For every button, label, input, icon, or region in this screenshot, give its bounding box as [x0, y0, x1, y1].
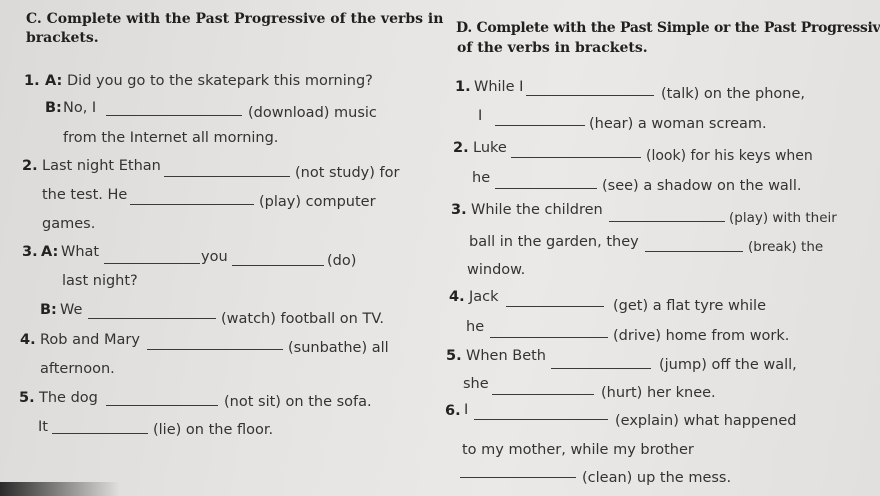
answer-blank[interactable] [490, 337, 608, 338]
answer-blank[interactable] [104, 263, 200, 264]
verb-hint: (look) for his keys when [646, 148, 813, 164]
exercise-text: The dog [39, 390, 98, 406]
verb-hint: (play) computer [259, 194, 376, 210]
verb-hint: (talk) on the phone, [661, 86, 805, 102]
exercise-text: the test. He [42, 187, 128, 203]
verb-hint: (explain) what happened [615, 413, 797, 429]
page-edge-shadow [0, 482, 120, 496]
verb-hint: (drive) home from work. [613, 328, 790, 344]
answer-blank[interactable] [645, 251, 743, 252]
answer-blank[interactable] [492, 394, 594, 395]
item-number-3: 3. [451, 202, 467, 218]
speaker-a-label: A: [45, 73, 63, 89]
section-d-heading-line2: of the verbs in brackets. [457, 40, 648, 56]
verb-hint: (hear) a woman scream. [589, 116, 767, 132]
exercise-text: We [60, 302, 83, 318]
item-number-4: 4. [20, 332, 36, 348]
answer-blank[interactable] [232, 265, 324, 266]
verb-hint: (not study) for [295, 165, 400, 181]
item-number-1: 1. [24, 73, 40, 89]
exercise-text: Last night Ethan [42, 158, 161, 174]
exercise-text: It [38, 419, 48, 435]
exercise-text: window. [467, 262, 526, 278]
verb-hint: (not sit) on the sofa. [224, 394, 372, 410]
verb-hint: (jump) off the wall, [659, 357, 797, 373]
item-number-4: 4. [449, 289, 465, 305]
verb-hint: (watch) football on TV. [221, 311, 384, 327]
answer-blank[interactable] [164, 176, 290, 177]
item-number-2: 2. [22, 158, 38, 174]
exercise-text: to my mother, while my brother [462, 442, 694, 458]
exercise-text: When Beth [466, 348, 546, 364]
exercise-text: afternoon. [40, 361, 115, 377]
exercise-text: While the children [471, 202, 603, 218]
item-number-5: 5. [446, 348, 462, 364]
exercise-text: I [464, 402, 469, 418]
exercise-text: Did you go to the skatepark this morning? [67, 73, 373, 89]
exercise-text: ball in the garden, they [469, 234, 639, 250]
item-number-1: 1. [455, 79, 471, 95]
exercise-text: Rob and Mary [40, 332, 140, 348]
answer-blank[interactable] [147, 349, 283, 350]
verb-hint: (clean) up the mess. [582, 470, 732, 486]
verb-hint: (break) the [748, 239, 824, 255]
answer-blank[interactable] [106, 115, 242, 116]
answer-blank[interactable] [511, 157, 641, 158]
answer-blank[interactable] [130, 204, 254, 205]
exercise-text: I [478, 108, 483, 124]
answer-blank[interactable] [526, 95, 654, 96]
exercise-text: No, I [63, 100, 97, 116]
answer-blank[interactable] [495, 188, 597, 189]
item-number-6: 6. [445, 403, 461, 419]
item-number-2: 2. [453, 140, 469, 156]
answer-blank[interactable] [88, 318, 216, 319]
exercise-text: from the Internet all morning. [63, 130, 279, 146]
speaker-b-label: B: [40, 302, 57, 318]
answer-blank[interactable] [52, 433, 148, 434]
verb-hint: (lie) on the floor. [153, 422, 274, 438]
exercise-text: What [61, 244, 100, 260]
answer-blank[interactable] [506, 306, 604, 307]
item-number-3: 3. [22, 244, 38, 260]
section-c-heading-line1: C. Complete with the Past Progressive of the verbs in [26, 11, 444, 27]
exercise-text: she [463, 376, 489, 392]
answer-blank[interactable] [551, 368, 651, 369]
answer-blank[interactable] [495, 125, 585, 126]
verb-hint: (sunbathe) all [288, 340, 389, 356]
exercise-text: last night? [62, 273, 138, 289]
speaker-a-label: A: [41, 244, 59, 260]
verb-hint: (get) a flat tyre while [613, 298, 767, 314]
verb-hint: (hurt) her knee. [601, 385, 716, 401]
section-c-heading-line2: brackets. [26, 30, 99, 46]
verb-hint: (play) with their [729, 210, 837, 226]
item-number-5: 5. [19, 390, 35, 406]
exercise-text: While I [474, 79, 524, 95]
answer-blank[interactable] [474, 419, 608, 420]
exercise-text: he [466, 319, 485, 335]
answer-blank[interactable] [609, 221, 725, 222]
exercise-text: Luke [473, 140, 507, 156]
verb-hint: (download) music [248, 105, 377, 121]
exercise-text: you [201, 249, 228, 265]
exercise-text: games. [42, 216, 96, 232]
verb-hint: (do) [327, 253, 357, 269]
answer-blank[interactable] [106, 405, 218, 406]
verb-hint: (see) a shadow on the wall. [602, 178, 802, 194]
exercise-text: Jack [469, 289, 499, 305]
answer-blank[interactable] [460, 477, 576, 478]
exercise-text: he [472, 170, 491, 186]
section-d-heading-line1: D. Complete with the Past Simple or the Past Progressiv [456, 20, 880, 36]
speaker-b-label: B: [45, 100, 62, 116]
